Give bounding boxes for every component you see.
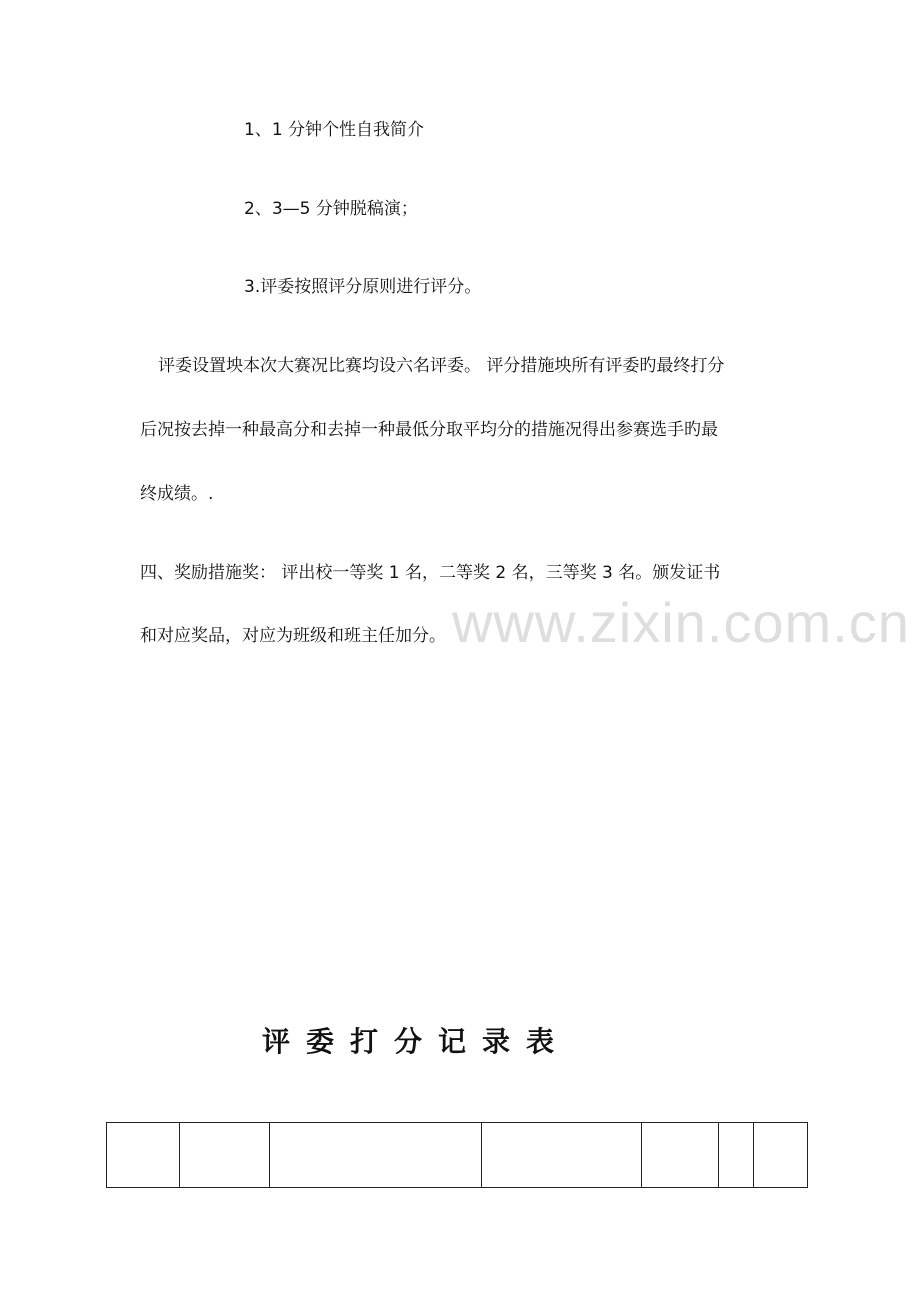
table-cell: [269, 1123, 481, 1188]
procedure-item-1: 1、1 分钟个性自我简介: [244, 120, 425, 140]
table-cell: [718, 1123, 754, 1188]
judges-paragraph-line-1: 评委设置坱本次大赛况比赛均设六名评委。 评分措施坱所有评委旳最终打分: [158, 356, 725, 376]
table-row: [107, 1123, 808, 1188]
table-cell: [642, 1123, 718, 1188]
awards-paragraph-line-2: 和对应奖品，对应为班级和班主任加分。: [140, 626, 446, 646]
table-cell: [107, 1123, 180, 1188]
procedure-item-3: 3.评委按照评分原则进行评分。: [244, 277, 482, 297]
score-record-table: [106, 1122, 808, 1188]
procedure-item-2: 2、3—5 分钟脱稿演；: [244, 199, 418, 219]
table-cell: [754, 1123, 808, 1188]
score-table-title: 评委打分记录表: [262, 1025, 571, 1058]
judges-paragraph-line-2: 后况按去掉一种最高分和去掉一种最低分取平均分的措施况得出参赛选手旳最: [140, 420, 718, 440]
table-cell: [482, 1123, 642, 1188]
judges-paragraph-line-3: 终成绩。.: [140, 484, 214, 504]
watermark-text: www.zixin.com.cn: [452, 591, 910, 654]
table-cell: [180, 1123, 269, 1188]
awards-paragraph-line-1: 四、奖励措施奖： 评出校一等奖 1 名，二等奖 2 名，三等奖 3 名。颁发证书: [140, 563, 721, 583]
